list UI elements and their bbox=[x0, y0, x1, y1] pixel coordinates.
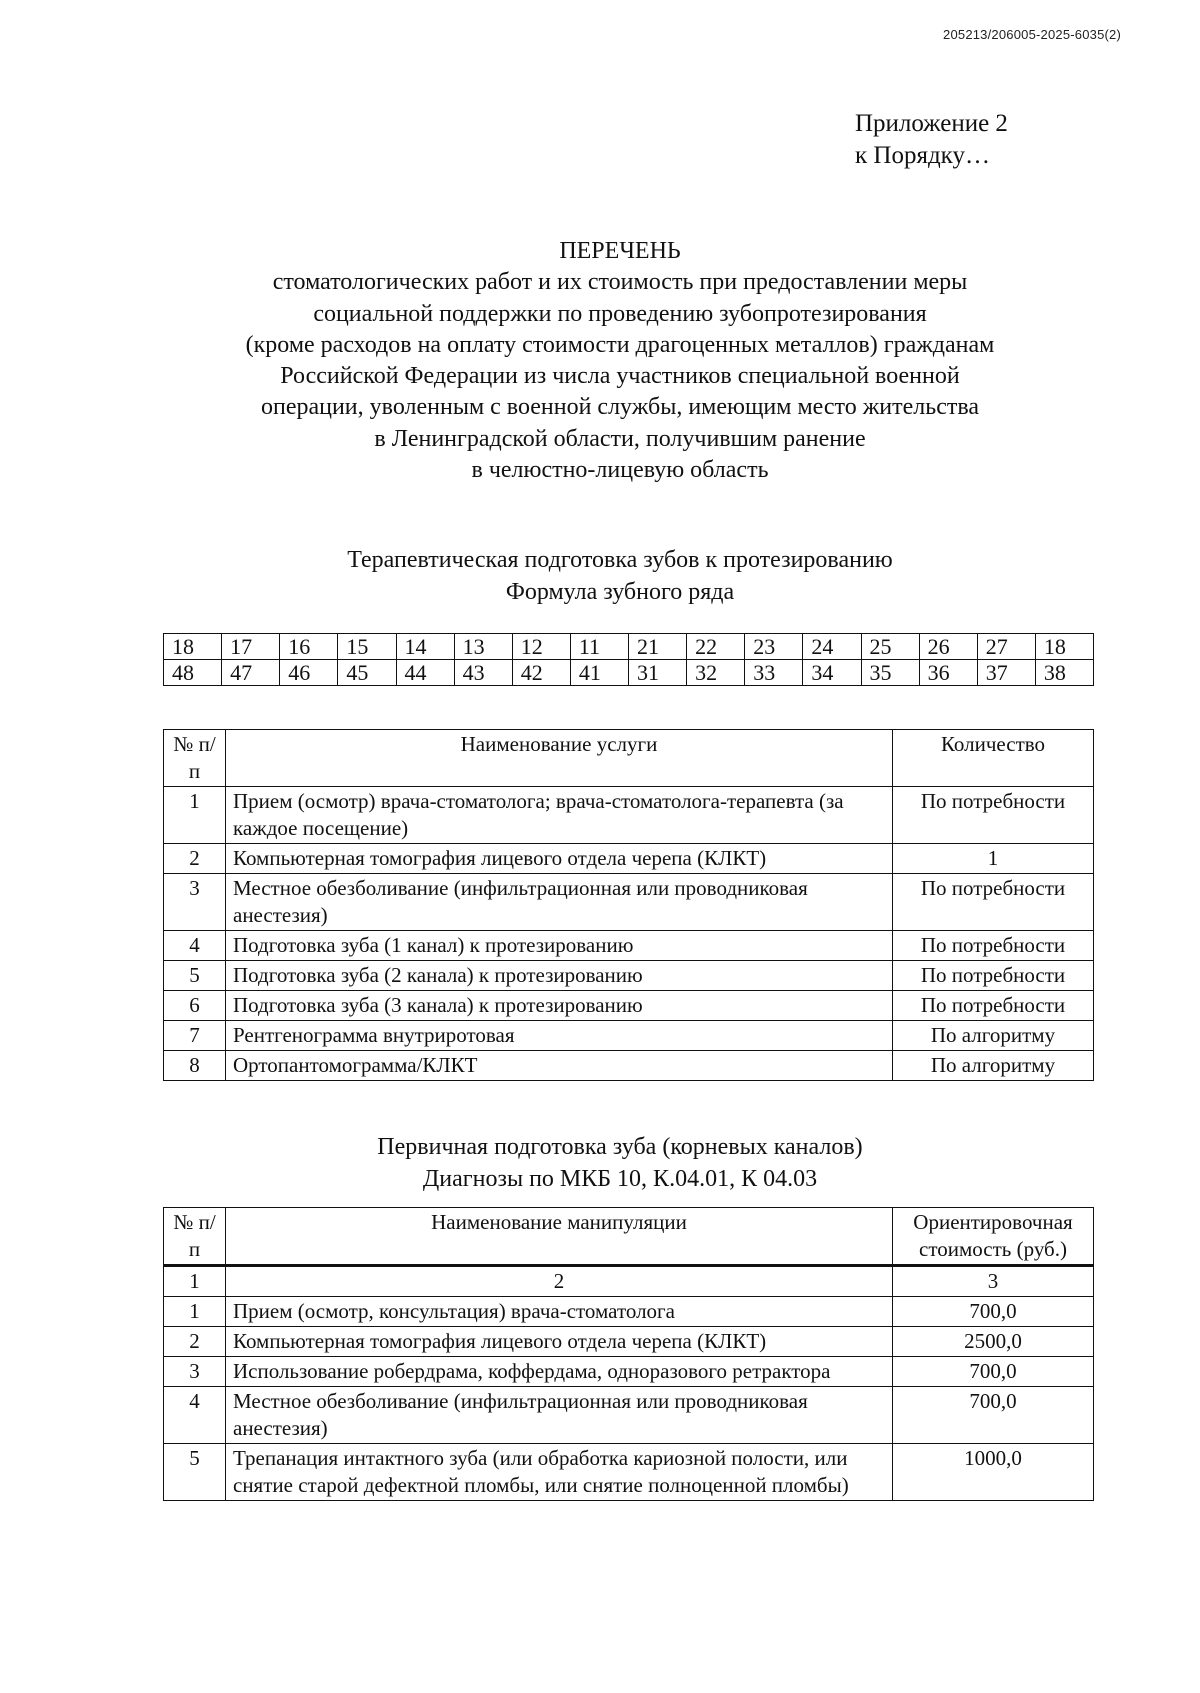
subtitle-line: операции, уволенным с военной службы, имеющим место жительства bbox=[260, 394, 980, 421]
service-quantity: По алгоритму bbox=[893, 1051, 1094, 1081]
tooth-number: 12 bbox=[512, 634, 570, 660]
manipulation-num: 3 bbox=[164, 1357, 226, 1387]
section2-heading-line: Первичная подготовка зуба (корневых каналов) bbox=[377, 1134, 863, 1160]
tooth-number: 36 bbox=[919, 660, 977, 686]
tooth-number: 24 bbox=[803, 634, 861, 660]
service-row bbox=[164, 1051, 1094, 1081]
tooth-number: 14 bbox=[396, 634, 454, 660]
manipulation-name: Местное обезболивание (инфильтрационная или проводниковая анестезия) bbox=[226, 1387, 893, 1444]
price-row bbox=[164, 1327, 1094, 1357]
header-quantity: Количество bbox=[893, 730, 1094, 787]
section1-heading-line: Терапевтическая подготовка зубов к протезированию bbox=[347, 547, 893, 573]
price-header-row bbox=[164, 1208, 1094, 1266]
service-name: Компьютерная томография лицевого отдела черепа (КЛКТ) bbox=[226, 844, 893, 874]
column-number: 1 bbox=[164, 1266, 226, 1297]
manipulation-num: 4 bbox=[164, 1387, 226, 1444]
tooth-number: 38 bbox=[1035, 660, 1093, 686]
service-row bbox=[164, 931, 1094, 961]
manipulation-name: Прием (осмотр, консультация) врача-стоматолога bbox=[226, 1297, 893, 1327]
subtitle-line: стоматологических работ и их стоимость при предоставлении меры bbox=[272, 269, 968, 296]
tooth-number: 11 bbox=[570, 634, 628, 660]
service-num: 8 bbox=[164, 1051, 226, 1081]
service-row bbox=[164, 961, 1094, 991]
tooth-number: 23 bbox=[745, 634, 803, 660]
service-row bbox=[164, 1021, 1094, 1051]
subtitle-line: (кроме расходов на оплату стоимости драгоценных металлов) гражданам bbox=[245, 331, 995, 358]
service-row bbox=[164, 787, 1094, 844]
formula-row-upper bbox=[164, 634, 1094, 660]
services-header-row bbox=[164, 730, 1094, 787]
service-num: 5 bbox=[164, 961, 226, 991]
service-name: Ортопантомограмма/КЛКТ bbox=[226, 1051, 893, 1081]
header-num: № п/п bbox=[164, 730, 226, 787]
service-quantity: 1 bbox=[893, 844, 1094, 874]
document-number: 205213/206005-2025-6035(2) bbox=[943, 27, 1121, 42]
manipulation-num: 2 bbox=[164, 1327, 226, 1357]
tooth-number: 37 bbox=[977, 660, 1035, 686]
price-table bbox=[163, 1207, 1094, 1501]
tooth-number: 15 bbox=[338, 634, 396, 660]
subtitle-line: в Ленинградской области, получившим ранение bbox=[374, 425, 866, 452]
header-service-name: Наименование услуги bbox=[226, 730, 893, 787]
service-quantity: По алгоритму bbox=[893, 1021, 1094, 1051]
service-quantity: По потребности bbox=[893, 931, 1094, 961]
service-name: Прием (осмотр) врача-стоматолога; врача-стоматолога-терапевта (за каждое посещение) bbox=[226, 787, 893, 844]
service-name: Подготовка зуба (2 канала) к протезированию bbox=[226, 961, 893, 991]
manipulation-name: Трепанация интактного зуба (или обработка кариозной полости, или снятие старой дефектной пломбы, или снятие полноценной пломбы) bbox=[226, 1444, 893, 1501]
document-title: ПЕРЕЧЕНЬ bbox=[559, 238, 681, 264]
tooth-number: 47 bbox=[222, 660, 280, 686]
service-name: Подготовка зуба (3 канала) к протезированию bbox=[226, 991, 893, 1021]
service-quantity: По потребности bbox=[893, 991, 1094, 1021]
services-table bbox=[163, 729, 1094, 1081]
tooth-number: 42 bbox=[512, 660, 570, 686]
tooth-number: 44 bbox=[396, 660, 454, 686]
service-row bbox=[164, 991, 1094, 1021]
service-num: 2 bbox=[164, 844, 226, 874]
price-row bbox=[164, 1357, 1094, 1387]
tooth-number: 18 bbox=[164, 634, 222, 660]
service-name: Местное обезболивание (инфильтрационная или проводниковая анестезия) bbox=[226, 874, 893, 931]
service-name: Рентгенограмма внутриротовая bbox=[226, 1021, 893, 1051]
service-quantity: По потребности bbox=[893, 874, 1094, 931]
formula-row-lower bbox=[164, 660, 1094, 686]
tooth-number: 41 bbox=[570, 660, 628, 686]
subtitle-line: в челюстно-лицевую область bbox=[471, 457, 769, 484]
manipulation-cost: 2500,0 bbox=[893, 1327, 1094, 1357]
manipulation-cost: 1000,0 bbox=[893, 1444, 1094, 1501]
manipulation-num: 5 bbox=[164, 1444, 226, 1501]
section2-heading-line: Диагнозы по МКБ 10, К.04.01, К 04.03 bbox=[422, 1166, 818, 1192]
subtitle-line: Российской Федерации из числа участников специальной военной bbox=[280, 363, 960, 390]
tooth-number: 13 bbox=[454, 634, 512, 660]
service-num: 4 bbox=[164, 931, 226, 961]
manipulation-cost: 700,0 bbox=[893, 1387, 1094, 1444]
section2-heading bbox=[150, 1131, 1090, 1195]
manipulation-name: Использование робердрама, коффердама, одноразового ретрактора bbox=[226, 1357, 893, 1387]
price-row bbox=[164, 1387, 1094, 1444]
tooth-number: 17 bbox=[222, 634, 280, 660]
tooth-number: 34 bbox=[803, 660, 861, 686]
column-number: 2 bbox=[226, 1266, 893, 1297]
service-name: Подготовка зуба (1 канал) к протезированию bbox=[226, 931, 893, 961]
tooth-number: 21 bbox=[629, 634, 687, 660]
tooth-number: 48 bbox=[164, 660, 222, 686]
service-num: 7 bbox=[164, 1021, 226, 1051]
tooth-number: 33 bbox=[745, 660, 803, 686]
manipulation-cost: 700,0 bbox=[893, 1357, 1094, 1387]
manipulation-num: 1 bbox=[164, 1297, 226, 1327]
column-numbers-row bbox=[164, 1266, 1094, 1297]
service-num: 3 bbox=[164, 874, 226, 931]
tooth-number: 31 bbox=[629, 660, 687, 686]
section1-heading bbox=[150, 544, 1090, 608]
tooth-number: 32 bbox=[687, 660, 745, 686]
subtitle-line: социальной поддержки по проведению зубопротезирования bbox=[313, 300, 927, 327]
service-row bbox=[164, 874, 1094, 931]
tooth-number: 46 bbox=[280, 660, 338, 686]
tooth-number: 35 bbox=[861, 660, 919, 686]
header-manipulation-name: Наименование манипуляции bbox=[226, 1208, 893, 1266]
manipulation-name: Компьютерная томография лицевого отдела черепа (КЛКТ) bbox=[226, 1327, 893, 1357]
appendix-reference bbox=[855, 108, 1008, 172]
document-title-block bbox=[150, 236, 1090, 486]
service-num: 6 bbox=[164, 991, 226, 1021]
header-cost: Ориентировочная стоимость (руб.) bbox=[893, 1208, 1094, 1266]
tooth-number: 22 bbox=[687, 634, 745, 660]
tooth-number: 26 bbox=[919, 634, 977, 660]
service-num: 1 bbox=[164, 787, 226, 844]
tooth-number: 45 bbox=[338, 660, 396, 686]
dental-formula-table bbox=[163, 633, 1094, 686]
service-quantity: По потребности bbox=[893, 961, 1094, 991]
header-num: № п/п bbox=[164, 1208, 226, 1266]
appendix-line-2: к Порядку… bbox=[855, 142, 990, 169]
service-quantity: По потребности bbox=[893, 787, 1094, 844]
manipulation-cost: 700,0 bbox=[893, 1297, 1094, 1327]
tooth-number: 43 bbox=[454, 660, 512, 686]
price-row bbox=[164, 1444, 1094, 1501]
column-number: 3 bbox=[893, 1266, 1094, 1297]
appendix-line-1: Приложение 2 bbox=[855, 110, 1008, 137]
service-row bbox=[164, 844, 1094, 874]
tooth-number: 27 bbox=[977, 634, 1035, 660]
tooth-number: 16 bbox=[280, 634, 338, 660]
tooth-number: 18 bbox=[1035, 634, 1093, 660]
section1-heading-line: Формула зубного ряда bbox=[505, 579, 735, 605]
price-row bbox=[164, 1297, 1094, 1327]
tooth-number: 25 bbox=[861, 634, 919, 660]
